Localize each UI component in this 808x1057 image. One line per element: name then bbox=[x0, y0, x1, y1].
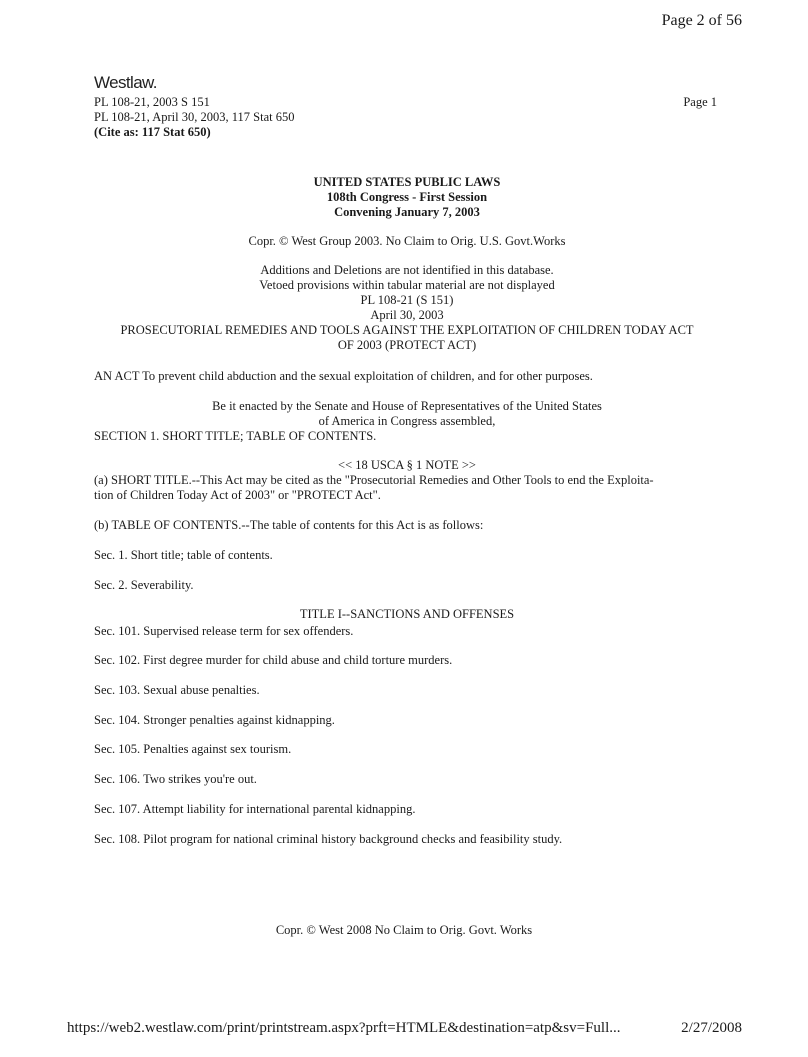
title-heading: TITLE I--SANCTIONS AND OFFENSES bbox=[299, 607, 515, 621]
print-url: https://web2.westlaw.com/print/printstream.aspx?prft=HTMLE&destination=atp&sv=Full... bbox=[67, 1020, 621, 1036]
copyright-notice: Copr. © West Group 2003. No Claim to Orig. U.S. Govt.Works bbox=[248, 234, 566, 248]
usca-note: << 18 USCA § 1 NOTE >> bbox=[338, 458, 476, 472]
toc-item: Sec. 106. Two strikes you're out. bbox=[94, 772, 257, 786]
paragraph-line: (a) SHORT TITLE.--This Act may be cited as the "Prosecutorial Remedies and Other Tools to end the Exploita- bbox=[94, 473, 654, 487]
toc-item: Sec. 105. Penalties against sex tourism. bbox=[94, 742, 292, 756]
enacting-line: Be it enacted by the Senate and House of Representatives of the United States bbox=[212, 399, 602, 413]
citation-line: PL 108-21, 2003 S 151 bbox=[94, 95, 210, 109]
note-line: PL 108-21 (S 151) bbox=[360, 293, 454, 307]
act-title: PROSECUTORIAL REMEDIES AND TOOLS AGAINST THE EXPLOITATION OF CHILDREN TODAY ACT bbox=[120, 323, 694, 337]
note-line: April 30, 2003 bbox=[370, 308, 444, 322]
toc-item: Sec. 108. Pilot program for national criminal history background checks and feasibility study. bbox=[94, 832, 563, 846]
toc-item: Sec. 103. Sexual abuse penalties. bbox=[94, 683, 260, 697]
act-title: OF 2003 (PROTECT ACT) bbox=[337, 338, 477, 352]
heading-line: UNITED STATES PUBLIC LAWS bbox=[313, 175, 501, 189]
toc-item: Sec. 1. Short title; table of contents. bbox=[94, 548, 273, 562]
short-title-paragraph bbox=[94, 473, 720, 503]
heading-block bbox=[94, 175, 720, 220]
citation-line: PL 108-21, April 30, 2003, 117 Stat 650 bbox=[94, 110, 295, 124]
footer-copyright: Copr. © West 2008 No Claim to Orig. Govt. Works bbox=[275, 923, 533, 937]
page-counter: Page 2 of 56 bbox=[661, 12, 742, 29]
toc-item: Sec. 104. Stronger penalties against kidnapping. bbox=[94, 713, 335, 727]
cite-as: (Cite as: 117 Stat 650) bbox=[94, 125, 211, 139]
preamble: AN ACT To prevent child abduction and the sexual exploitation of children, and for other purposes. bbox=[94, 369, 593, 383]
paragraph-line: tion of Children Today Act of 2003" or "PROTECT Act". bbox=[94, 488, 381, 502]
toc-item: Sec. 2. Severability. bbox=[94, 578, 194, 592]
document-page-label: Page 1 bbox=[683, 95, 717, 109]
print-date: 2/27/2008 bbox=[681, 1020, 742, 1036]
citation-block bbox=[94, 95, 294, 140]
note-line: Additions and Deletions are not identified in this database. bbox=[260, 263, 554, 277]
westlaw-logo: Westlaw. bbox=[94, 73, 157, 92]
toc-intro: (b) TABLE OF CONTENTS.--The table of contents for this Act is as follows: bbox=[94, 518, 484, 532]
toc-item: Sec. 102. First degree murder for child abuse and child torture murders. bbox=[94, 653, 453, 667]
heading-line: Convening January 7, 2003 bbox=[334, 205, 480, 219]
database-notes bbox=[94, 263, 720, 353]
toc-item: Sec. 107. Attempt liability for international parental kidnapping. bbox=[94, 802, 416, 816]
toc-item: Sec. 101. Supervised release term for sex offenders. bbox=[94, 624, 354, 638]
enacting-line: of America in Congress assembled, bbox=[318, 414, 496, 428]
heading-line: 108th Congress - First Session bbox=[326, 190, 488, 204]
section-heading: SECTION 1. SHORT TITLE; TABLE OF CONTENTS. bbox=[94, 429, 377, 443]
note-line: Vetoed provisions within tabular material are not displayed bbox=[259, 278, 555, 292]
enacting-clause bbox=[94, 399, 720, 429]
